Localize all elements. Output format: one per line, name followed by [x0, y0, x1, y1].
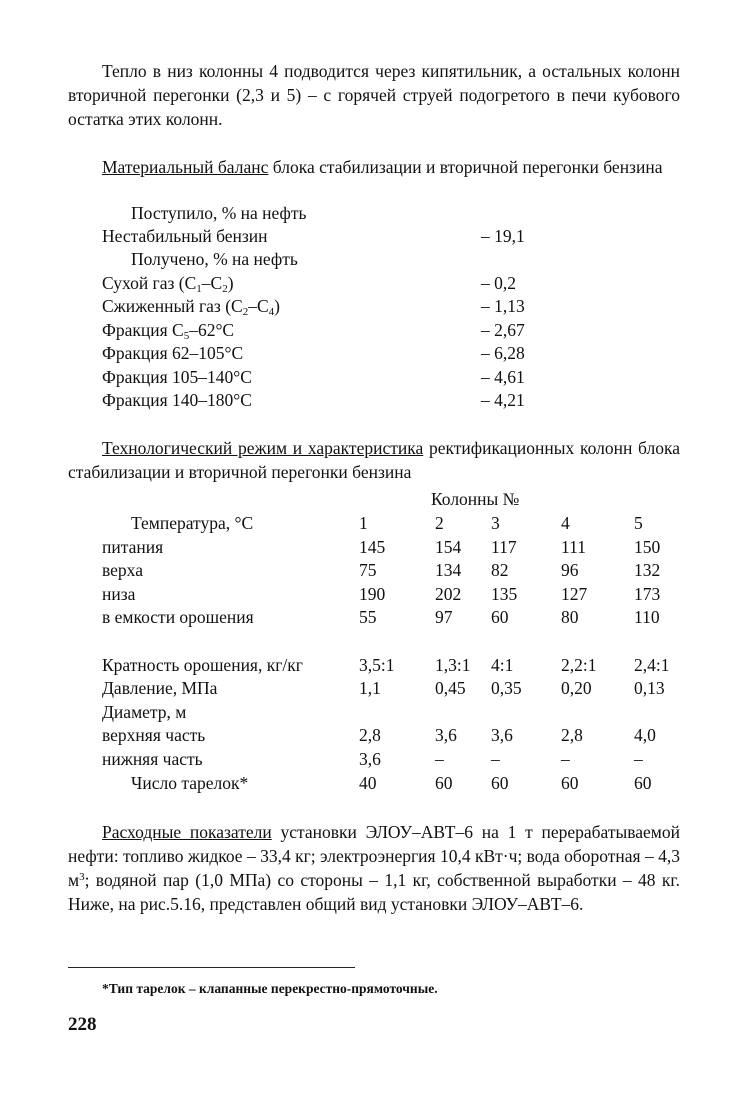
column-number: 1: [359, 513, 368, 533]
table-cell: 173: [634, 584, 661, 604]
table-cell: 1,3:1: [435, 655, 471, 675]
table-cell: 2,8: [561, 725, 583, 745]
table-row-label: Кратность орошения, кг/кг: [102, 655, 303, 675]
balance-output-label: Фракция 105–140°C: [102, 367, 252, 387]
table-cell: 4,0: [634, 725, 656, 745]
balance-output-value: – 6,28: [481, 343, 525, 363]
regime-heading-underlined: Технологический режим и характеристика: [102, 438, 424, 458]
table-cell: 150: [634, 537, 661, 557]
balance-output-value: – 1,13: [481, 296, 525, 316]
columns-title: Колонны №: [431, 489, 520, 509]
table-cell: –: [435, 749, 444, 769]
table-cell: 127: [561, 584, 588, 604]
footnote-rule: [68, 967, 355, 968]
page-number: 228: [68, 1014, 97, 1035]
table-cell: 3,6: [491, 725, 513, 745]
balance-input-label: Нестабильный бензин: [102, 226, 268, 246]
column-number: 5: [634, 513, 643, 533]
table-cell: 2,2:1: [561, 655, 597, 675]
table-cell: 132: [634, 560, 661, 580]
balance-heading: [68, 155, 680, 179]
regime-heading: [68, 436, 680, 484]
table-cell: 55: [359, 607, 377, 627]
balance-output-label: Фракция 140–180°C: [102, 390, 252, 410]
table-cell: –: [634, 749, 643, 769]
table-cell: 145: [359, 537, 386, 557]
intro-paragraph: [68, 59, 680, 131]
table-cell: 4:1: [491, 655, 514, 675]
table-cell: 0,35: [491, 678, 522, 698]
balance-output-value: – 0,2: [481, 273, 516, 293]
column-number: 3: [491, 513, 500, 533]
table-cell: 3,6: [435, 725, 457, 745]
table-cell: 75: [359, 560, 377, 580]
temperature-label: Температура, °C: [131, 513, 254, 533]
table-cell: 202: [435, 584, 462, 604]
table-row-label: нижняя часть: [102, 749, 203, 769]
balance-output-label: Сжиженный газ $(C_2-C_4)$: [102, 296, 280, 318]
balance-output-label: Фракция $C_5-62^\circ C$: [102, 320, 235, 342]
balance-output-label: Фракция 62–105°C: [102, 343, 244, 363]
balance-heading-rest: блока стабилизации и вторичной перегонки бензина: [268, 157, 663, 177]
table-cell: 3,6: [359, 749, 381, 769]
table-row-label: верхняя часть: [102, 725, 206, 745]
table-cell: 2,4:1: [634, 655, 670, 675]
table-cell: 60: [634, 773, 652, 793]
balance-output-value: – 2,67: [481, 320, 525, 340]
diameter-label: Диаметр, м: [102, 702, 187, 722]
table-cell: 2,8: [359, 725, 381, 745]
table-row-label: в емкости орошения: [102, 607, 254, 627]
regime-heading-rest: ректификационных колонн блока стабилизации и вторичной перегонки бензина: [68, 438, 680, 482]
column-number: 4: [561, 513, 570, 533]
expenses-heading-underlined: Расходные показатели: [102, 822, 272, 842]
balance-heading-underlined: Материальный баланс: [102, 157, 269, 177]
table-cell: –: [561, 749, 570, 769]
table-cell: 154: [435, 537, 462, 557]
table-cell: 0,13: [634, 678, 665, 698]
table-cell: 3,5:1: [359, 655, 395, 675]
table-row-label: Давление, МПа: [102, 678, 218, 698]
table-cell: 60: [435, 773, 453, 793]
table-row-label: низа: [102, 584, 136, 604]
table-cell: 110: [634, 607, 660, 627]
table-cell: 60: [491, 773, 509, 793]
balance-output-title: Получено, % на нефть: [131, 249, 298, 269]
table-cell: 111: [561, 537, 586, 557]
table-cell: 1,1: [359, 678, 381, 698]
balance-output-label: Сухой газ $(C_1-C_2)$: [102, 273, 234, 295]
table-cell: 40: [359, 773, 377, 793]
balance-input-title: Поступило, % на нефть: [131, 203, 307, 223]
table-cell: 117: [491, 537, 517, 557]
column-number: 2: [435, 513, 444, 533]
table-cell: 97: [435, 607, 453, 627]
table-cell: 82: [491, 560, 509, 580]
table-cell: 60: [561, 773, 579, 793]
table-cell: 134: [435, 560, 462, 580]
table-cell: 0,45: [435, 678, 466, 698]
footnote: *Тип тарелок – клапанные перекрестно-прямоточные.: [102, 981, 438, 996]
table-row-label: питания: [102, 537, 164, 557]
table-cell: 0,20: [561, 678, 592, 698]
table-cell: 80: [561, 607, 579, 627]
balance-output-value: – 4,21: [481, 390, 525, 410]
expenses-paragraph: Расходные показатели установки ЭЛОУ–АВТ–6 на 1 т перерабатываемой нефти: топливо жидкое – 33,4 кг; электроэнергия 10,4 кВт·ч; вода оборотная – 4,3 $м^3$; водяной пар (1,0 МПа) со стороны – 1,1 кг, собственной выработки – 48 кг. Ниже, на рис.5.16, представлен общий вид установки ЭЛОУ–АВТ–6.: [68, 822, 680, 914]
table-cell: 96: [561, 560, 579, 580]
balance-input-value: – 19,1: [481, 226, 525, 246]
table-row-label: верха: [102, 560, 143, 580]
balance-output-value: – 4,61: [481, 367, 525, 387]
intro-text: Тепло в низ колонны 4 подводится через кипятильник, а остальных колонн вторичной перегонки (2,3 и 5) – с горячей струей подогретого в печи кубового остатка этих колонн.: [68, 61, 680, 129]
table-cell: 135: [491, 584, 518, 604]
trays-label: Число тарелок*: [131, 773, 249, 793]
table-cell: 190: [359, 584, 386, 604]
table-cell: –: [491, 749, 500, 769]
table-cell: 60: [491, 607, 509, 627]
